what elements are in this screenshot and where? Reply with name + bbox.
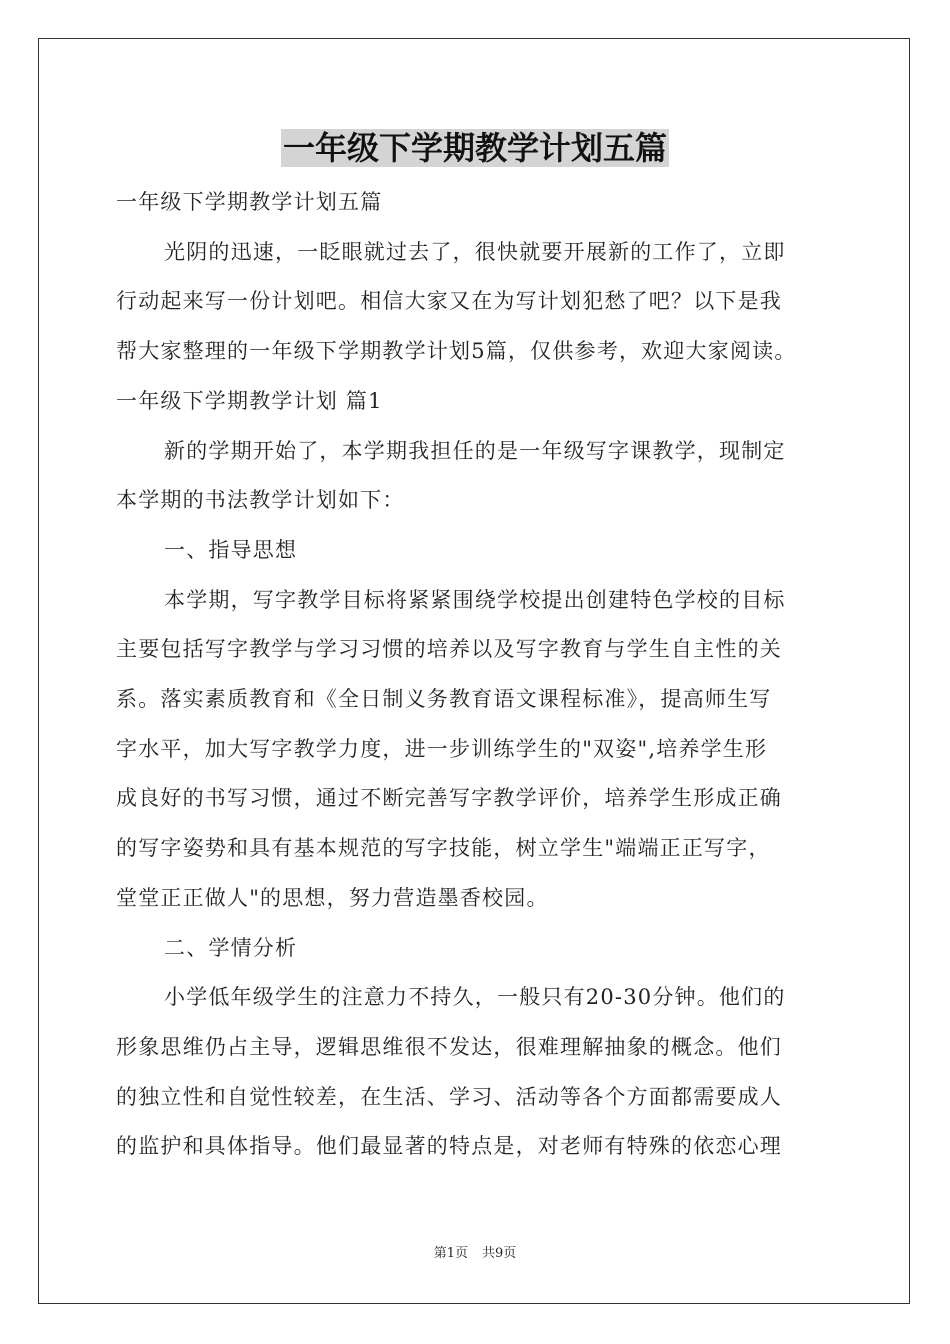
document-title (0, 128, 950, 168)
subsection-heading: 二、学情分析 (164, 935, 298, 960)
document-body (116, 178, 846, 1172)
subsection-heading: 一、指导思想 (164, 537, 298, 562)
page-footer (0, 1246, 950, 1262)
paragraph-line: 小学低年级学生的注意力不持久，一般只有20-30分钟。他们的 (164, 985, 786, 1010)
paragraph-line: 行动起来写一份计划吧。相信大家又在为写计划犯愁了吧？以下是我 (116, 289, 782, 314)
page-total: 共9页 (482, 1246, 517, 1261)
page-number: 第1页 (433, 1246, 468, 1261)
paragraph-line: 系。落实素质教育和《全日制义务教育语文课程标准》，提高师生写 (116, 687, 772, 712)
paragraph-line: 主要包括写字教学与学习习惯的培养以及写字教育与学生自主性的关 (116, 637, 782, 662)
paragraph-line: 本学期，写字教学目标将紧紧围绕学校提出创建特色学校的目标 (164, 587, 786, 612)
paragraph-line: 的监护和具体指导。他们最显著的特点是，对老师有特殊的依恋心理 (116, 1134, 782, 1159)
paragraph-line: 形象思维仍占主导，逻辑思维很不发达，很难理解抽象的概念。他们 (116, 1034, 782, 1059)
paragraph-line: 本学期的书法教学计划如下： (116, 488, 405, 513)
paragraph-line: 光阴的迅速，一眨眼就过去了，很快就要开展新的工作了，立即 (164, 239, 786, 264)
section-heading: 一年级下学期教学计划 篇1 (116, 388, 383, 413)
paragraph-line: 成良好的书写习惯，通过不断完善写字教学评价，培养学生形成正确 (116, 786, 782, 811)
subtitle-line: 一年级下学期教学计划五篇 (116, 190, 383, 214)
paragraph-line: 字水平，加大写字教学力度，进一步训练学生的"双姿",培养学生形 (116, 736, 768, 761)
paragraph-line: 帮大家整理的一年级下学期教学计划5篇，仅供参考，欢迎大家阅读。 (116, 339, 797, 364)
paragraph-line: 的独立性和自觉性较差，在生活、学习、活动等各个方面都需要成人 (116, 1084, 782, 1109)
paragraph-line: 的写字姿势和具有基本规范的写字技能，树立学生"端端正正写字， (116, 836, 771, 861)
paragraph-line: 新的学期开始了，本学期我担任的是一年级写字课教学，现制定 (164, 438, 786, 463)
paragraph-line: 堂堂正正做人"的思想，努力营造墨香校园。 (116, 885, 549, 910)
document-title-text: 一年级下学期教学计划五篇 (282, 129, 667, 167)
